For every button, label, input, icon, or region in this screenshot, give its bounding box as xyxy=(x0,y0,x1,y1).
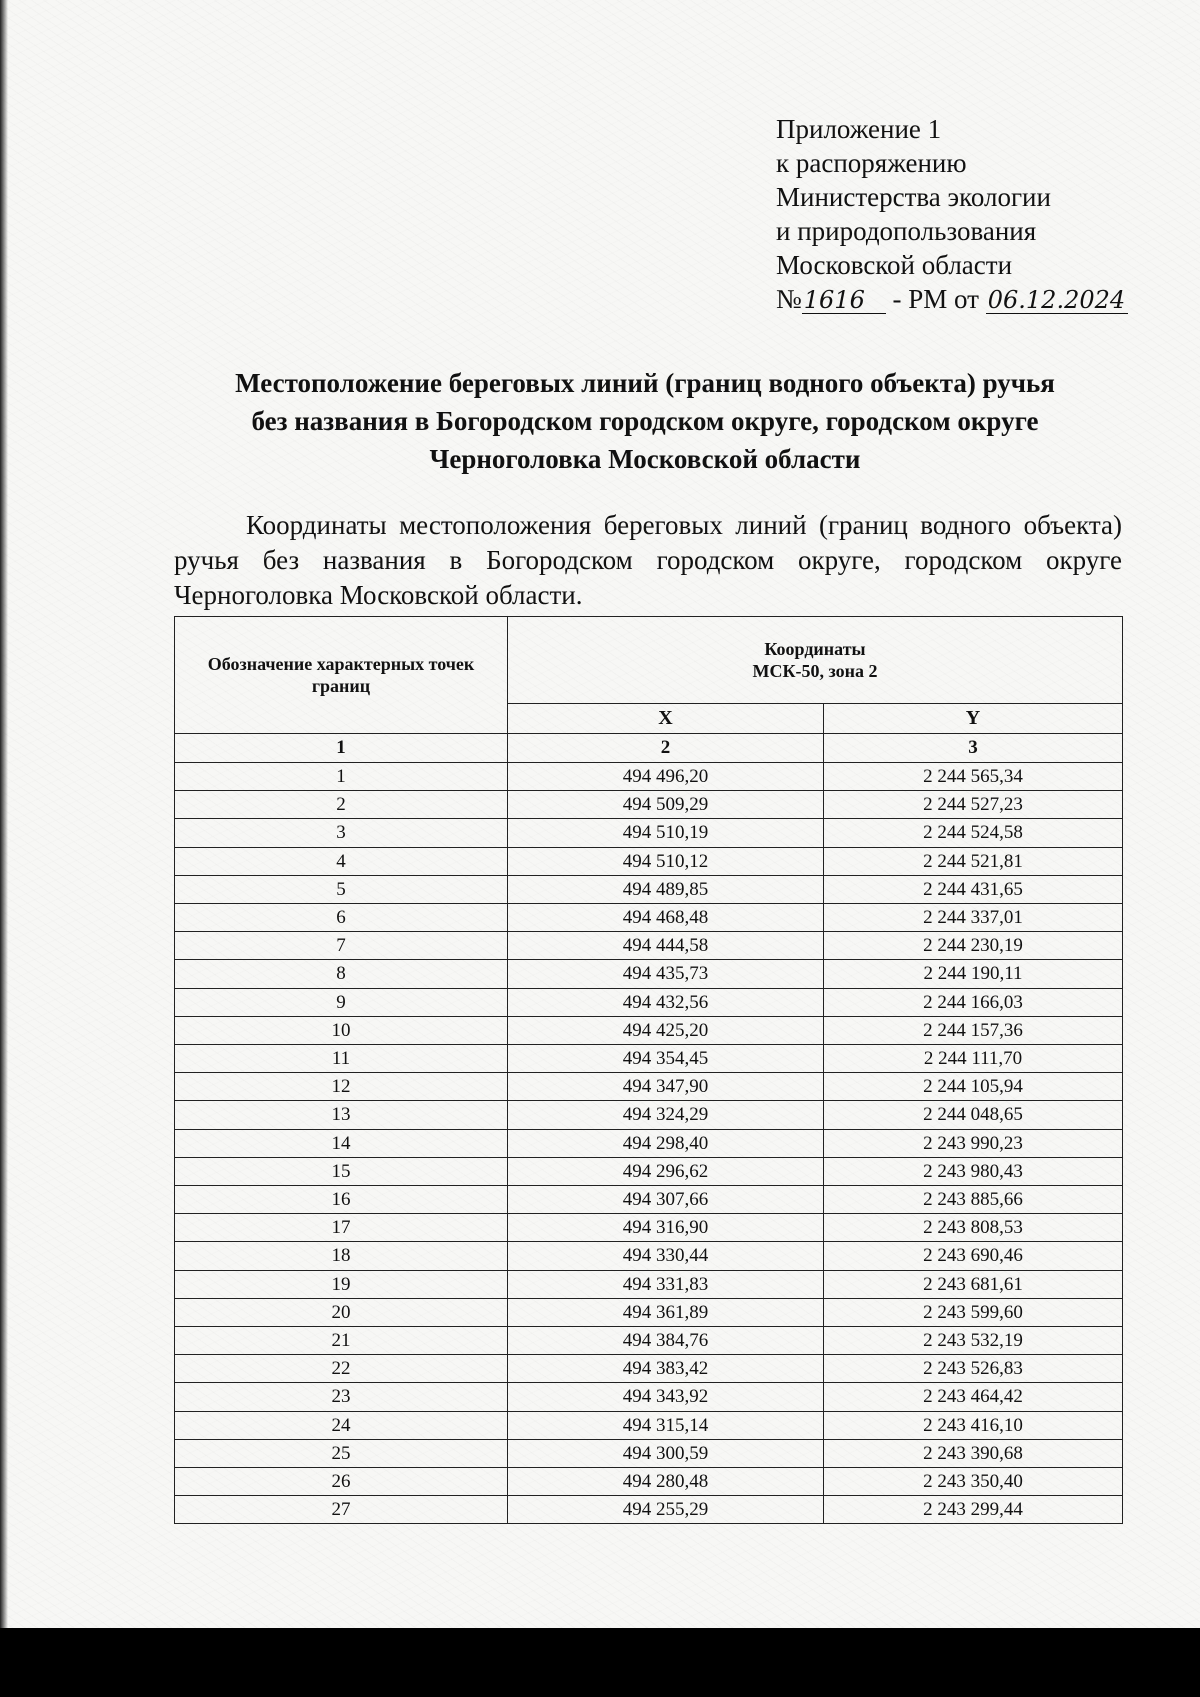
number-prefix: № xyxy=(776,284,802,314)
point-number-cell: 25 xyxy=(175,1439,508,1467)
x-coordinate-cell: 494 510,12 xyxy=(508,847,824,875)
x-coordinate-cell: 494 444,58 xyxy=(508,932,824,960)
table-row xyxy=(175,904,1123,932)
point-number-cell: 17 xyxy=(175,1214,508,1242)
point-number-cell: 11 xyxy=(175,1045,508,1073)
table-row xyxy=(175,988,1123,1016)
coordinates-table-body xyxy=(175,763,1123,1524)
y-coordinate-cell: 2 244 105,94 xyxy=(824,1073,1123,1101)
x-coordinate-cell: 494 361,89 xyxy=(508,1298,824,1326)
point-number-cell: 1 xyxy=(175,763,508,791)
table-row xyxy=(175,1214,1123,1242)
table-row xyxy=(175,932,1123,960)
y-coordinate-cell: 2 244 230,19 xyxy=(824,932,1123,960)
y-coordinate-cell: 2 244 524,58 xyxy=(824,819,1123,847)
y-coordinate-cell: 2 243 690,46 xyxy=(824,1242,1123,1270)
y-coordinate-cell: 2 243 350,40 xyxy=(824,1468,1123,1496)
column-number-1: 1 xyxy=(175,734,508,763)
y-coordinate-cell: 2 244 166,03 xyxy=(824,988,1123,1016)
x-coordinate-cell: 494 354,45 xyxy=(508,1045,824,1073)
table-row xyxy=(175,1439,1123,1467)
x-coordinate-cell: 494 496,20 xyxy=(508,763,824,791)
point-number-cell: 27 xyxy=(175,1496,508,1524)
point-number-cell: 8 xyxy=(175,960,508,988)
point-number-cell: 23 xyxy=(175,1383,508,1411)
table-row xyxy=(175,1016,1123,1044)
document-title xyxy=(170,364,1120,478)
point-number-cell: 14 xyxy=(175,1129,508,1157)
x-coordinate-cell: 494 347,90 xyxy=(508,1073,824,1101)
point-number-cell: 7 xyxy=(175,932,508,960)
header-x: X xyxy=(508,704,824,734)
table-row xyxy=(175,1073,1123,1101)
y-coordinate-cell: 2 243 416,10 xyxy=(824,1411,1123,1439)
point-number-cell: 2 xyxy=(175,791,508,819)
x-coordinate-cell: 494 296,62 xyxy=(508,1157,824,1185)
y-coordinate-cell: 2 243 599,60 xyxy=(824,1298,1123,1326)
y-coordinate-cell: 2 243 526,83 xyxy=(824,1355,1123,1383)
x-coordinate-cell: 494 510,19 xyxy=(508,819,824,847)
x-coordinate-cell: 494 343,92 xyxy=(508,1383,824,1411)
point-number-cell: 26 xyxy=(175,1468,508,1496)
appendix-line-3: Министерства экологии xyxy=(776,182,1051,212)
header-coordinates xyxy=(508,617,1123,704)
table-row xyxy=(175,1383,1123,1411)
y-coordinate-cell: 2 243 532,19 xyxy=(824,1327,1123,1355)
appendix-line-4: и природопользования xyxy=(776,216,1037,246)
x-coordinate-cell: 494 316,90 xyxy=(508,1214,824,1242)
table-row xyxy=(175,763,1123,791)
table-row xyxy=(175,819,1123,847)
point-number-cell: 18 xyxy=(175,1242,508,1270)
x-coordinate-cell: 494 489,85 xyxy=(508,875,824,903)
appendix-line-2: к распоряжению xyxy=(776,148,967,178)
x-coordinate-cell: 494 331,83 xyxy=(508,1270,824,1298)
y-coordinate-cell: 2 243 390,68 xyxy=(824,1439,1123,1467)
header-coordinates-line-2: МСК-50, зона 2 xyxy=(752,661,878,681)
y-coordinate-cell: 2 244 565,34 xyxy=(824,763,1123,791)
point-number-cell: 21 xyxy=(175,1327,508,1355)
y-coordinate-cell: 2 243 681,61 xyxy=(824,1270,1123,1298)
x-coordinate-cell: 494 383,42 xyxy=(508,1355,824,1383)
point-number-cell: 24 xyxy=(175,1411,508,1439)
title-line-1: Местоположение береговых линий (границ водного объекта) ручья xyxy=(235,368,1055,398)
table-row xyxy=(175,1129,1123,1157)
y-coordinate-cell: 2 243 990,23 xyxy=(824,1129,1123,1157)
title-line-2: без названия в Богородском городском округе, городском округе xyxy=(251,406,1039,436)
x-coordinate-cell: 494 384,76 xyxy=(508,1327,824,1355)
y-coordinate-cell: 2 244 190,11 xyxy=(824,960,1123,988)
appendix-number-line xyxy=(776,282,1136,316)
point-number-cell: 5 xyxy=(175,875,508,903)
coordinates-table xyxy=(174,616,1123,1524)
handwritten-date: 06.12.2024 xyxy=(986,287,1128,314)
scan-bottom-band xyxy=(0,1628,1200,1697)
point-number-cell: 13 xyxy=(175,1101,508,1129)
point-number-cell: 9 xyxy=(175,988,508,1016)
table-row xyxy=(175,1355,1123,1383)
appendix-block xyxy=(776,112,1136,316)
header-points-text: Обозначение характерных точек границ xyxy=(207,654,475,696)
coordinates-table-wrap xyxy=(174,616,1122,1524)
header-points xyxy=(175,617,508,734)
point-number-cell: 15 xyxy=(175,1157,508,1185)
column-number-3: 3 xyxy=(824,734,1123,763)
x-coordinate-cell: 494 330,44 xyxy=(508,1242,824,1270)
point-number-cell: 20 xyxy=(175,1298,508,1326)
table-row xyxy=(175,1298,1123,1326)
x-coordinate-cell: 494 324,29 xyxy=(508,1101,824,1129)
y-coordinate-cell: 2 244 527,23 xyxy=(824,791,1123,819)
y-coordinate-cell: 2 244 111,70 xyxy=(824,1045,1123,1073)
x-coordinate-cell: 494 509,29 xyxy=(508,791,824,819)
table-row xyxy=(175,1468,1123,1496)
appendix-line-5: Московской области xyxy=(776,250,1013,280)
table-row xyxy=(175,1411,1123,1439)
table-row xyxy=(175,1186,1123,1214)
y-coordinate-cell: 2 244 337,01 xyxy=(824,904,1123,932)
table-row xyxy=(175,791,1123,819)
y-coordinate-cell: 2 243 980,43 xyxy=(824,1157,1123,1185)
y-coordinate-cell: 2 243 885,66 xyxy=(824,1186,1123,1214)
table-row xyxy=(175,1496,1123,1524)
y-coordinate-cell: 2 244 431,65 xyxy=(824,875,1123,903)
x-coordinate-cell: 494 255,29 xyxy=(508,1496,824,1524)
y-coordinate-cell: 2 244 157,36 xyxy=(824,1016,1123,1044)
header-y: Y xyxy=(824,704,1123,734)
point-number-cell: 6 xyxy=(175,904,508,932)
point-number-cell: 10 xyxy=(175,1016,508,1044)
point-number-cell: 4 xyxy=(175,847,508,875)
scan-left-edge xyxy=(0,0,8,1628)
x-coordinate-cell: 494 432,56 xyxy=(508,988,824,1016)
y-coordinate-cell: 2 243 464,42 xyxy=(824,1383,1123,1411)
table-row xyxy=(175,1045,1123,1073)
point-number-cell: 16 xyxy=(175,1186,508,1214)
table-row xyxy=(175,875,1123,903)
y-coordinate-cell: 2 243 808,53 xyxy=(824,1214,1123,1242)
x-coordinate-cell: 494 435,73 xyxy=(508,960,824,988)
table-row xyxy=(175,1327,1123,1355)
column-number-2: 2 xyxy=(508,734,824,763)
rm-text: - РМ от xyxy=(892,284,979,314)
x-coordinate-cell: 494 307,66 xyxy=(508,1186,824,1214)
header-coordinates-line-1: Координаты xyxy=(764,639,866,659)
intro-paragraph: Координаты местоположения береговых линий (границ водного объекта) ручья без названия в Богородском городском округе, городском округе Черноголовка Московской области. xyxy=(174,510,1122,610)
point-number-cell: 12 xyxy=(175,1073,508,1101)
x-coordinate-cell: 494 468,48 xyxy=(508,904,824,932)
table-row xyxy=(175,1270,1123,1298)
x-coordinate-cell: 494 425,20 xyxy=(508,1016,824,1044)
table-row xyxy=(175,1157,1123,1185)
x-coordinate-cell: 494 315,14 xyxy=(508,1411,824,1439)
point-number-cell: 19 xyxy=(175,1270,508,1298)
appendix-line-1: Приложение 1 xyxy=(776,114,942,144)
x-coordinate-cell: 494 298,40 xyxy=(508,1129,824,1157)
title-line-3: Черноголовка Московской области xyxy=(429,444,861,474)
y-coordinate-cell: 2 244 048,65 xyxy=(824,1101,1123,1129)
table-row xyxy=(175,960,1123,988)
table-row xyxy=(175,847,1123,875)
table-row xyxy=(175,1101,1123,1129)
x-coordinate-cell: 494 300,59 xyxy=(508,1439,824,1467)
point-number-cell: 22 xyxy=(175,1355,508,1383)
y-coordinate-cell: 2 243 299,44 xyxy=(824,1496,1123,1524)
x-coordinate-cell: 494 280,48 xyxy=(508,1468,824,1496)
point-number-cell: 3 xyxy=(175,819,508,847)
y-coordinate-cell: 2 244 521,81 xyxy=(824,847,1123,875)
handwritten-number: 1616 xyxy=(802,287,886,314)
table-row xyxy=(175,1242,1123,1270)
